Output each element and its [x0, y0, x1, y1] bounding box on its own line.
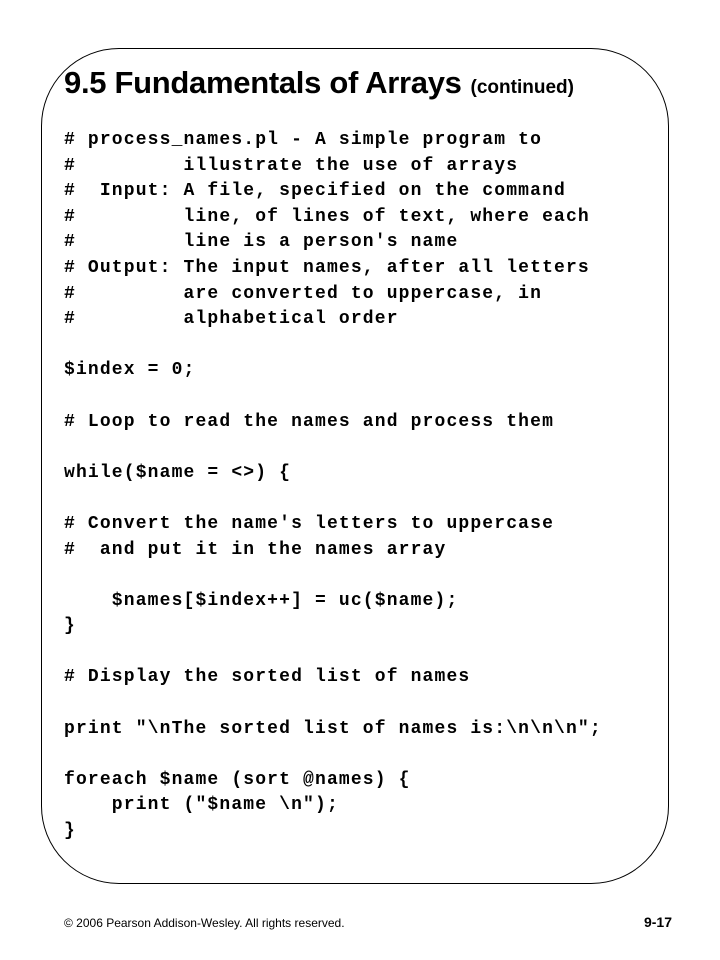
code-line: # and put it in the names array: [64, 539, 447, 560]
code-line: [64, 691, 602, 717]
code-line: [64, 384, 602, 410]
slide-title: [64, 66, 574, 98]
code-line: # alphabetical order: [64, 309, 399, 330]
code-line: foreach $name (sort @names) {: [64, 769, 411, 790]
code-line: [64, 742, 602, 768]
code-line: }: [64, 616, 76, 637]
copyright-notice: © 2006 Pearson Addison-Wesley. All rights reserved.: [64, 916, 345, 930]
code-line: # process_names.pl - A simple program to: [64, 130, 543, 150]
code-listing: [64, 128, 602, 845]
code-line: $names[$index++] = uc($name);: [64, 590, 459, 611]
code-line: print ("$name \n");: [64, 795, 339, 816]
code-line: # line, of lines of text, where each: [64, 206, 590, 227]
code-line: [64, 333, 602, 359]
code-line: # Convert the name's letters to uppercase: [64, 513, 555, 534]
code-line: # Display the sorted list of names: [64, 667, 471, 688]
code-line: [64, 640, 602, 666]
code-line: }: [64, 821, 76, 842]
code-line: [64, 486, 602, 512]
code-line: # are converted to uppercase, in: [64, 283, 543, 304]
code-line: [64, 563, 602, 589]
code-line: # Output: The input names, after all letters: [64, 257, 590, 278]
title-main: 9.5 Fundamentals of Arrays: [64, 65, 462, 100]
page-number: 9-17: [643, 914, 672, 930]
code-line: [64, 435, 602, 461]
title-subtitle: (continued): [470, 77, 574, 98]
code-line: $index = 0;: [64, 360, 196, 381]
code-line: # illustrate the use of arrays: [64, 155, 519, 176]
code-line: while($name = <>) {: [64, 462, 292, 483]
code-line: # line is a person's name: [64, 232, 459, 253]
code-line: # Input: A file, specified on the command: [64, 181, 566, 202]
code-line: print "\nThe sorted list of names is:\n\n\n";: [64, 718, 602, 739]
code-line: # Loop to read the names and process them: [64, 411, 555, 432]
